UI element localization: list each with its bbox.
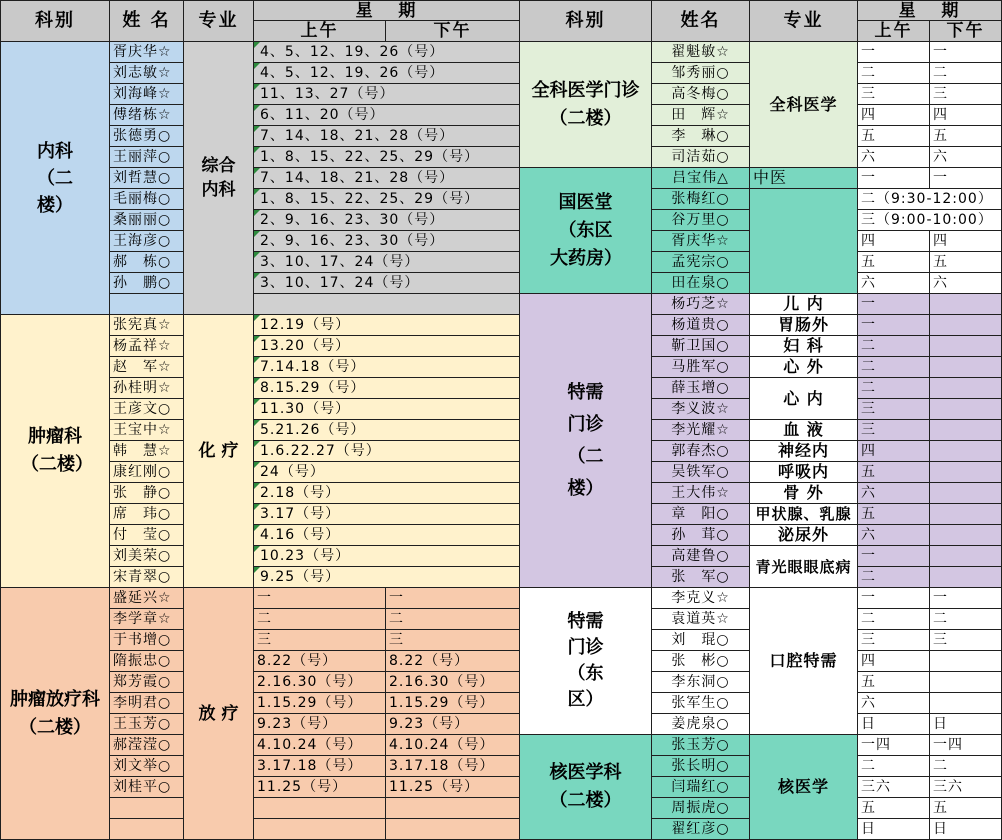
schedule-am: 11.30（号） [254, 399, 520, 420]
specialty-cell: 妇 科 [750, 336, 858, 357]
schedule-am: 二 [254, 609, 386, 630]
schedule-pm [930, 378, 1002, 399]
schedule-pm: 三六 [930, 777, 1002, 798]
schedule-am: 2.16.30（号） [254, 672, 386, 693]
doctor-name: 杨孟祥☆ [110, 336, 184, 357]
schedule-pm: 四 [930, 231, 1002, 252]
specialty-cell: 儿 内 [750, 294, 858, 315]
specialty-cell: 骨 外 [750, 483, 858, 504]
schedule-am: 三（9:00-10:00） [858, 210, 1002, 231]
schedule-pm: 一四 [930, 735, 1002, 756]
header-specialty-right: 专业 [750, 0, 858, 42]
doctor-name: 吕宝伟△ [652, 168, 750, 189]
schedule-pm [930, 399, 1002, 420]
specialty-cell: 核医学 [750, 735, 858, 840]
schedule-am: 2、9、16、23、30（号） [254, 231, 520, 252]
doctor-name: 杨道贵○ [652, 315, 750, 336]
doctor-name: 王宝中☆ [110, 420, 184, 441]
schedule-pm [930, 672, 1002, 693]
schedule-am: 六 [858, 483, 930, 504]
doctor-name: 李 琳○ [652, 126, 750, 147]
doctor-name: 傅绪栋☆ [110, 105, 184, 126]
schedule-am: 12.19（号） [254, 315, 520, 336]
doctor-name: 高建鲁○ [652, 546, 750, 567]
schedule-pm [930, 441, 1002, 462]
doctor-name: 桑丽丽○ [110, 210, 184, 231]
schedule-am: 一 [858, 42, 930, 63]
doctor-name: 刘志敏☆ [110, 63, 184, 84]
schedule-pm [930, 525, 1002, 546]
doctor-name: 李光耀☆ [652, 420, 750, 441]
specialty-cell: 中医 [750, 168, 858, 189]
schedule-pm: 3.17.18（号） [386, 756, 520, 777]
schedule-am: 11.25（号） [254, 777, 386, 798]
schedule-am: 1.6.22.27（号） [254, 441, 520, 462]
specialty-cell: 呼吸内 [750, 462, 858, 483]
schedule-am: 9.25（号） [254, 567, 520, 588]
doctor-name: 杨巧芝☆ [652, 294, 750, 315]
doctor-name: 李学章☆ [110, 609, 184, 630]
doctor-name: 马胜军○ [652, 357, 750, 378]
schedule-am: 8.22（号） [254, 651, 386, 672]
doctor-name: 高冬梅○ [652, 84, 750, 105]
schedule-pm: 8.22（号） [386, 651, 520, 672]
schedule-am: 五 [858, 672, 930, 693]
header-week: 星 期 [254, 0, 520, 21]
dept-cell: 核医学科（二楼） [520, 735, 652, 840]
schedule-am: 六 [858, 147, 930, 168]
schedule-am: 24（号） [254, 462, 520, 483]
specialty-cell: 青光眼眼底病 [750, 546, 858, 588]
doctor-name: 郝 栋○ [110, 252, 184, 273]
schedule-pm: 六 [930, 147, 1002, 168]
schedule-pm: 日 [930, 714, 1002, 735]
schedule-pm: 四 [930, 105, 1002, 126]
schedule-am: 二 [858, 609, 930, 630]
schedule-am: 8.15.29（号） [254, 378, 520, 399]
schedule-am: 二 [858, 63, 930, 84]
schedule-pm: 一 [386, 588, 520, 609]
schedule-am: 1.15.29（号） [254, 693, 386, 714]
doctor-name: 康红刚○ [110, 462, 184, 483]
schedule-pm [930, 567, 1002, 588]
dept-cell: 肿瘤放疗科（二楼） [0, 588, 110, 840]
schedule-am: 7、14、18、21、28（号） [254, 126, 520, 147]
doctor-name: 刘桂平○ [110, 777, 184, 798]
header-dept: 科别 [0, 0, 110, 42]
schedule-am: 2.18（号） [254, 483, 520, 504]
dept-cell: 国医堂（东区大药房） [520, 168, 652, 294]
schedule-am: 10.23（号） [254, 546, 520, 567]
header-week-right: 星 期 [858, 0, 1002, 21]
doctor-name: 张 彬○ [652, 651, 750, 672]
schedule-am: 3、10、17、24（号） [254, 252, 520, 273]
doctor-name: 李义波☆ [652, 399, 750, 420]
schedule-am [254, 294, 520, 315]
schedule-pm [930, 336, 1002, 357]
schedule-pm: 一 [930, 588, 1002, 609]
header-pm: 下午 [386, 21, 520, 42]
specialty-cell: 综合内科 [184, 42, 254, 315]
doctor-name: 王丽萍○ [110, 147, 184, 168]
schedule-pm [930, 420, 1002, 441]
schedule-pm: 五 [930, 126, 1002, 147]
schedule-pm [930, 693, 1002, 714]
schedule-pm: 4.10.24（号） [386, 735, 520, 756]
schedule-am: 4.16（号） [254, 525, 520, 546]
doctor-name: 张军生○ [652, 693, 750, 714]
schedule-pm: 一 [930, 42, 1002, 63]
specialty-cell: 放 疗 [184, 588, 254, 840]
schedule-am: 13.20（号） [254, 336, 520, 357]
doctor-name: 郑芳霞○ [110, 672, 184, 693]
schedule-am [254, 798, 386, 819]
schedule-pm: 9.23（号） [386, 714, 520, 735]
doctor-name: 韩 慧☆ [110, 441, 184, 462]
header-name: 姓 名 [110, 0, 184, 42]
schedule-pm: 五 [930, 252, 1002, 273]
schedule-am: 1、8、15、22、25、29（号） [254, 189, 520, 210]
schedule-am: 11、13、27（号） [254, 84, 520, 105]
doctor-name: 李东洞○ [652, 672, 750, 693]
header-am: 上午 [254, 21, 386, 42]
doctor-name: 宋青翠○ [110, 567, 184, 588]
doctor-name: 张 静○ [110, 483, 184, 504]
doctor-name: 郭春杰○ [652, 441, 750, 462]
doctor-name: 盛延兴☆ [110, 588, 184, 609]
dept-cell: 特需门诊（东区） [520, 588, 652, 735]
schedule-pm [930, 357, 1002, 378]
schedule-am: 一 [858, 168, 930, 189]
doctor-name: 刘 琨○ [652, 630, 750, 651]
specialty-cell: 血 液 [750, 420, 858, 441]
schedule-am: 二 [858, 336, 930, 357]
doctor-name: 闫瑞红○ [652, 777, 750, 798]
schedule-am: 一四 [858, 735, 930, 756]
schedule-pm [930, 546, 1002, 567]
doctor-name: 李明君○ [110, 693, 184, 714]
schedule-pm: 三 [386, 630, 520, 651]
schedule-am: 一 [858, 588, 930, 609]
schedule-am: 9.23（号） [254, 714, 386, 735]
schedule-pm [930, 504, 1002, 525]
doctor-name: 于书增○ [110, 630, 184, 651]
schedule-pm: 11.25（号） [386, 777, 520, 798]
schedule-pm [386, 819, 520, 840]
schedule-am: 五 [858, 126, 930, 147]
schedule-am [254, 819, 386, 840]
doctor-name: 靳卫国○ [652, 336, 750, 357]
schedule-am: 三 [858, 399, 930, 420]
doctor-name: 赵 军☆ [110, 357, 184, 378]
doctor-name: 刘美荣○ [110, 546, 184, 567]
doctor-name: 张德勇○ [110, 126, 184, 147]
doctor-name: 王彦文○ [110, 399, 184, 420]
doctor-name: 姜虎泉○ [652, 714, 750, 735]
doctor-name: 田 辉☆ [652, 105, 750, 126]
doctor-name: 薛玉增○ [652, 378, 750, 399]
schedule-pm: 二 [386, 609, 520, 630]
schedule-pm: 2.16.30（号） [386, 672, 520, 693]
dept-cell: 特需门诊（二楼） [520, 294, 652, 588]
schedule-am: 3.17（号） [254, 504, 520, 525]
doctor-name: 毛丽梅○ [110, 189, 184, 210]
doctor-name: 翟红彦○ [652, 819, 750, 840]
doctor-name: 隋振忠○ [110, 651, 184, 672]
schedule-am: 五 [858, 462, 930, 483]
schedule-pm: 二 [930, 63, 1002, 84]
doctor-name [110, 294, 184, 315]
specialty-cell [750, 189, 858, 294]
specialty-cell: 泌尿外 [750, 525, 858, 546]
schedule-am: 4.10.24（号） [254, 735, 386, 756]
schedule-am: 二 [858, 378, 930, 399]
doctor-name: 王海彦○ [110, 231, 184, 252]
schedule-am: 7.14.18（号） [254, 357, 520, 378]
schedule-am: 四 [858, 441, 930, 462]
dept-cell: 肿瘤科（二楼） [0, 315, 110, 588]
schedule-am: 1、8、15、22、25、29（号） [254, 147, 520, 168]
schedule-am: 一 [858, 546, 930, 567]
schedule-am: 三 [254, 630, 386, 651]
schedule-am: 一 [254, 588, 386, 609]
schedule-am: 3、10、17、24（号） [254, 273, 520, 294]
schedule-am: 5.21.26（号） [254, 420, 520, 441]
schedule-am: 五 [858, 798, 930, 819]
schedule-pm [930, 315, 1002, 336]
schedule-am: 日 [858, 714, 930, 735]
schedule-pm: 六 [930, 273, 1002, 294]
schedule-am: 6、11、20（号） [254, 105, 520, 126]
schedule-am: 三六 [858, 777, 930, 798]
dept-cell: 内科（二楼） [0, 42, 110, 315]
header-dept-right: 科别 [520, 0, 652, 42]
doctor-name: 刘文举○ [110, 756, 184, 777]
header-name-right: 姓名 [652, 0, 750, 42]
doctor-name: 袁道英☆ [652, 609, 750, 630]
doctor-name: 王玉芳○ [110, 714, 184, 735]
doctor-name: 张玉芳○ [652, 735, 750, 756]
doctor-name: 田在泉○ [652, 273, 750, 294]
doctor-name [110, 819, 184, 840]
doctor-name: 张梅红○ [652, 189, 750, 210]
doctor-name [110, 798, 184, 819]
schedule-pm [930, 294, 1002, 315]
schedule-am: 四 [858, 651, 930, 672]
schedule-am: 二（9:30-12:00） [858, 189, 1002, 210]
schedule-pm: 二 [930, 756, 1002, 777]
schedule-am: 4、5、12、19、26（号） [254, 63, 520, 84]
schedule-am: 2、9、16、23、30（号） [254, 210, 520, 231]
doctor-name: 付 莹○ [110, 525, 184, 546]
schedule-pm: 五 [930, 798, 1002, 819]
specialty-cell: 化 疗 [184, 315, 254, 588]
doctor-name: 张长明○ [652, 756, 750, 777]
doctor-name: 司洁茹○ [652, 147, 750, 168]
header-pm-right: 下午 [930, 21, 1002, 42]
schedule-am: 四 [858, 105, 930, 126]
schedule-am: 五 [858, 252, 930, 273]
doctor-name: 孙 茸○ [652, 525, 750, 546]
schedule-pm [930, 483, 1002, 504]
schedule-pm: 三 [930, 630, 1002, 651]
doctor-name: 郝滢滢○ [110, 735, 184, 756]
schedule-am: 五 [858, 504, 930, 525]
schedule-pm [386, 798, 520, 819]
doctor-name: 李克义☆ [652, 588, 750, 609]
schedule-am: 六 [858, 693, 930, 714]
doctor-name: 吴铁军○ [652, 462, 750, 483]
schedule-am: 一 [858, 294, 930, 315]
schedule-pm: 二 [930, 609, 1002, 630]
doctor-name: 席 玮○ [110, 504, 184, 525]
schedule-pm [930, 651, 1002, 672]
dept-cell: 全科医学门诊（二楼） [520, 42, 652, 168]
doctor-name: 邹秀丽○ [652, 63, 750, 84]
doctor-name: 谷万里○ [652, 210, 750, 231]
schedule-am: 3.17.18（号） [254, 756, 386, 777]
schedule-am: 一 [858, 315, 930, 336]
schedule-pm: 一 [930, 168, 1002, 189]
doctor-name: 孙桂明☆ [110, 378, 184, 399]
specialty-cell: 神经内 [750, 441, 858, 462]
specialty-cell: 胃肠外 [750, 315, 858, 336]
schedule-pm: 日 [930, 819, 1002, 840]
doctor-name: 胥庆华☆ [652, 231, 750, 252]
doctor-name: 张宪真☆ [110, 315, 184, 336]
doctor-name: 胥庆华☆ [110, 42, 184, 63]
specialty-cell: 全科医学 [750, 42, 858, 168]
specialty-cell: 甲状腺、乳腺 [750, 504, 858, 525]
schedule-am: 三 [858, 630, 930, 651]
header-specialty: 专业 [184, 0, 254, 42]
doctor-name: 张 军○ [652, 567, 750, 588]
specialty-cell: 心 外 [750, 357, 858, 378]
doctor-name: 王大伟☆ [652, 483, 750, 504]
schedule-am: 四 [858, 231, 930, 252]
schedule-am: 六 [858, 525, 930, 546]
schedule-am: 三 [858, 420, 930, 441]
specialty-cell: 心 内 [750, 378, 858, 420]
schedule-am: 4、5、12、19、26（号） [254, 42, 520, 63]
doctor-name: 刘哲慧○ [110, 168, 184, 189]
schedule-am: 三 [858, 84, 930, 105]
doctor-name: 周振虎○ [652, 798, 750, 819]
schedule-pm [930, 462, 1002, 483]
doctor-name: 翟魁敏☆ [652, 42, 750, 63]
specialty-cell: 口腔特需 [750, 588, 858, 735]
schedule-am: 7、14、18、21、28（号） [254, 168, 520, 189]
header-am-right: 上午 [858, 21, 930, 42]
schedule-am: 二 [858, 567, 930, 588]
doctor-name: 孟宪宗○ [652, 252, 750, 273]
schedule-am: 二 [858, 357, 930, 378]
schedule-am: 日 [858, 819, 930, 840]
doctor-name: 章 阳○ [652, 504, 750, 525]
schedule-am: 二 [858, 756, 930, 777]
schedule-am: 六 [858, 273, 930, 294]
schedule-pm: 1.15.29（号） [386, 693, 520, 714]
doctor-name: 孙 鹏○ [110, 273, 184, 294]
schedule-pm: 三 [930, 84, 1002, 105]
doctor-name: 刘海峰☆ [110, 84, 184, 105]
